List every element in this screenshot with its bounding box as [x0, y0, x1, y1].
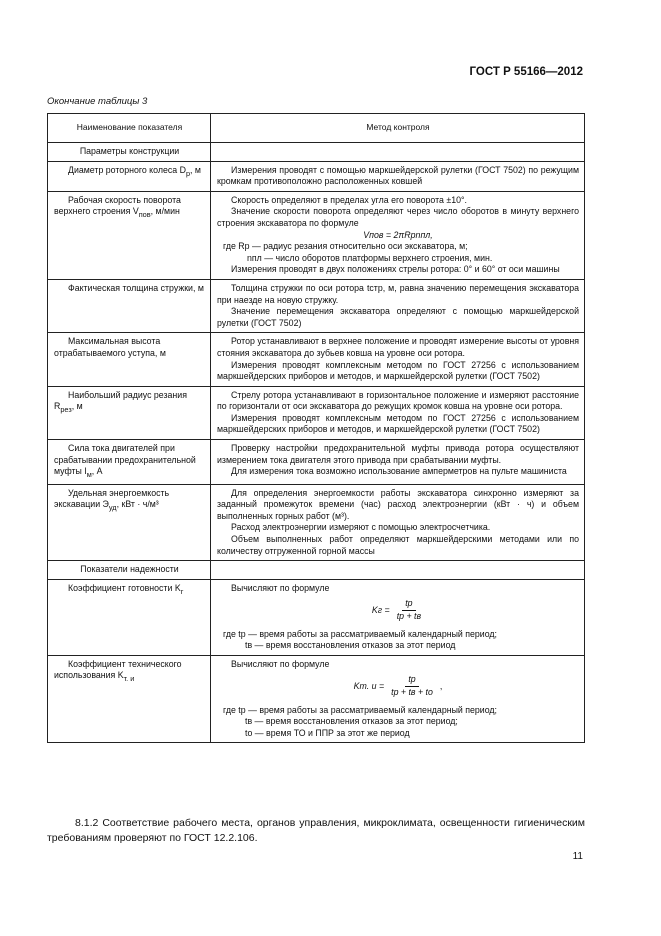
table-row-diameter [48, 161, 585, 191]
section-title: Показатели надежности [48, 561, 211, 580]
control-methods-table [47, 113, 585, 743]
formula: Kт. и = $\frac{tр}{tр + tв + tо}$ , [353, 674, 443, 697]
method-text: Стрелу ротора устанавливают в горизонтальное положение и измеряют расстояние по горизонтали от оси экскаватора до режущих кромок ковша на уровне оси ротора. Измерения проводят комплексным методом по ГОСТ 27256 с использованием маркшейдерских приборов и методов, и маркшейдерской рулетки (ГОСТ 7502) [211, 386, 585, 439]
body-paragraph: 8.1.2 Соответствие рабочего места, органов управления, микроклимата, освещенности гигиеническим требованиям проверяют по ГОСТ 12.2.106. [47, 817, 585, 844]
table-row-technical-use [48, 655, 585, 743]
table-row-bench-height [48, 333, 585, 386]
table-row-readiness [48, 579, 585, 655]
table-row-rotation-speed [48, 191, 585, 279]
method-text: Проверку настройки предохранительной муфты привода ротора осуществляют измерением тока двигателя этого привода при срабатывании муфты. Для измерения тока возможно использование амперметров на пульте машиниста [211, 440, 585, 485]
table-caption: Окончание таблицы 3 [47, 96, 148, 107]
parameter-name: Коэффициент готовности $K_г$ [48, 579, 211, 655]
section-title: Параметры конструкции [48, 143, 211, 162]
table-row-energy-intensity [48, 484, 585, 561]
method-text: Вычисляют по формуле Kт. и = $\frac{tр}{tр + tв + tо}$ , где tр — время работы за рассматриваемый календарный период; tв — время восстановления отказов за этот период; tо — время ТО и ППР за этот же период [211, 655, 585, 743]
parameter-name: Наибольший радиус резания $R_{рез}$, м [48, 386, 211, 439]
method-text: Измерения проводят с помощью маркшейдерской рулетки (ГОСТ 7502) по режущим кромкам противоположно расположенных ковшей [211, 161, 585, 191]
column-header-method: Метод контроля [211, 114, 585, 143]
section-row-reliability [48, 561, 585, 580]
page-number: 11 [572, 851, 583, 862]
parameter-name: Максимальная высота отрабатываемого уступа, м [48, 333, 211, 386]
method-text: Скорость определяют в пределах угла его поворота ±10°. Значение скорости поворота определяют через число оборотов в минуту верхнего строения экскаватора по формуле Vпов = 2πRрnпл, где Rр — радиус резания относительно оси экскаватора, м; nпл — число оборотов платформы верхнего строения, мин. Измерения проводят в двух положениях стрелы ротора: 0° и 60° от оси машины [211, 191, 585, 279]
table-row-motor-current [48, 440, 585, 485]
parameter-name: Диаметр роторного колеса $D_р$, м [48, 161, 211, 191]
column-header-name: Наименование показателя [48, 114, 211, 143]
parameter-name: Фактическая толщина стружки, м [48, 279, 211, 332]
method-text: Для определения энергоемкости работы экскаватора синхронно измеряют за заданный промежуток времени (час) расход электроэнергии (кВт · ч) и объем выполненных горных работ (м³). Расход электроэнергии измеряют с помощью электросчетчика. Объем выполненных работ определяют маркшейдерскими методами или по количеству отгруженной горной массы [211, 484, 585, 561]
table-header-row [48, 114, 585, 143]
method-text: Ротор устанавливают в верхнее положение и проводят измерение высоты от уровня стояния экскаватора до зубьев ковша на уровне оси ротора. Измерения проводят комплексным методом по ГОСТ 27256 с использованием маркшейдерских приборов и методов, и маркшейдерской рулетки (ГОСТ 7502) [211, 333, 585, 386]
formula: Vпов = 2πRрnпл, [363, 229, 433, 240]
method-text: Толщина стружки по оси ротора tстр, м, равна значению перемещения экскаватора при наезде на новую стружку. Значение перемещения экскаватора определяют с помощью маркшейдерской рулетки (ГОСТ 7502) [211, 279, 585, 332]
parameter-name: Сила тока двигателей при срабатывании предохранительной муфты $I_м$, А [48, 440, 211, 485]
parameter-name: Удельная энергоемкость экскавации $Э_{уд}$, кВт · ч/м³ [48, 484, 211, 561]
parameter-name: Рабочая скорость поворота верхнего строения $V_{пов}$, м/мин [48, 191, 211, 279]
table-row-cutting-radius [48, 386, 585, 439]
table-row-chip-thickness [48, 279, 585, 332]
method-text: Вычисляют по формуле Kг = $\frac{tр}{tр + tв}$ где tр — время работы за рассматриваемый календарный период; tв — время восстановления отказов за этот период [211, 579, 585, 655]
parameter-name: Коэффициент технического использования $K_{т. и}$ [48, 655, 211, 743]
document-id: ГОСТ Р 55166—2012 [469, 66, 583, 78]
section-row-construction [48, 143, 585, 162]
formula: Kг = $\frac{tр}{tр + tв}$ [371, 598, 422, 621]
